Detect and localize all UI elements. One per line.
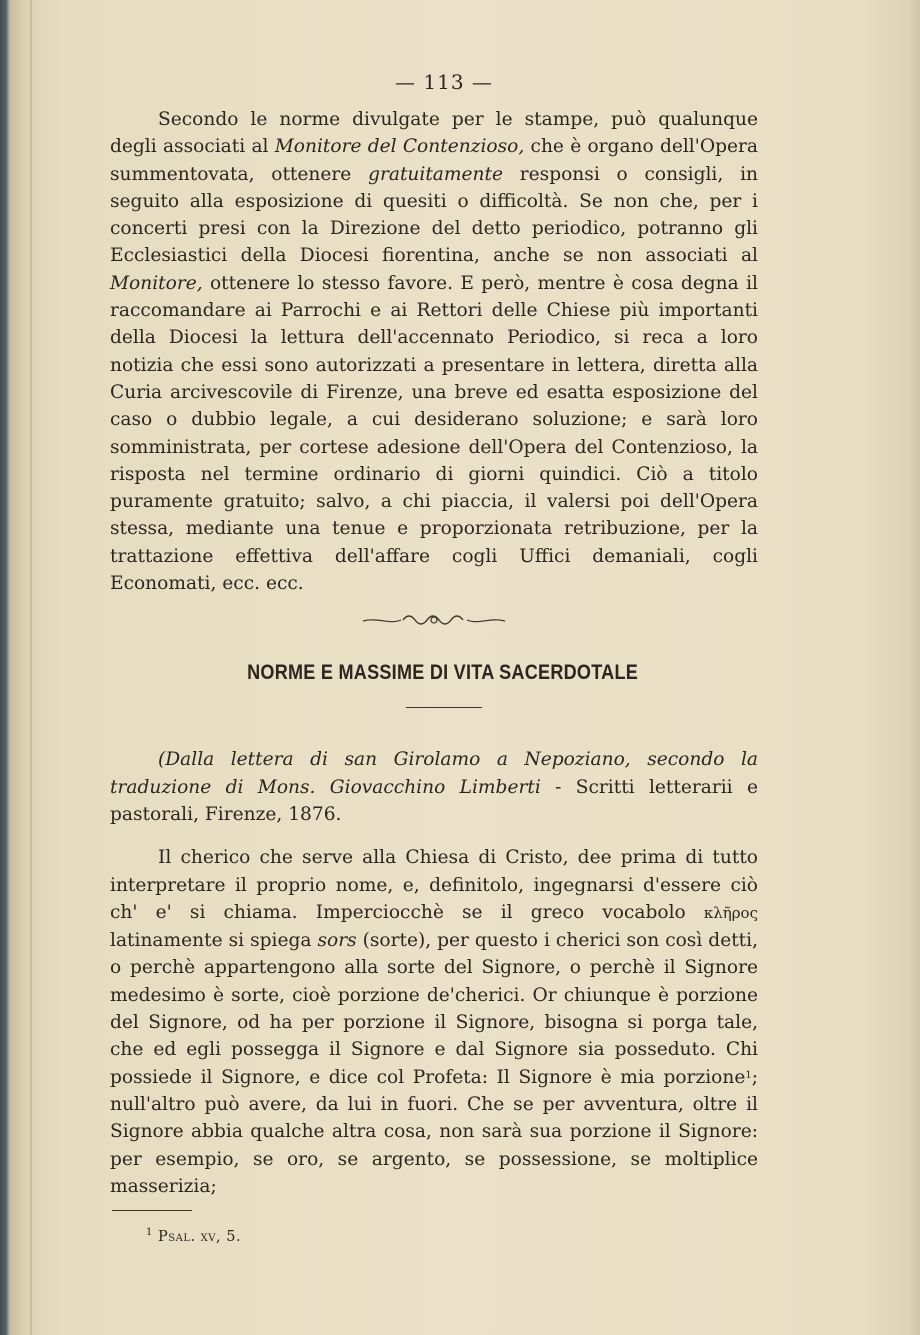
footnote-rule [112,1210,192,1211]
ornament-divider [359,607,509,631]
section-heading: NORME E MASSIME DI VITA SACERDOTALE [247,661,639,685]
page-content [110,70,758,1245]
source-citation: (Dalla lettera di san Girolamo a Nepoziano, secondo la traduzione di Mons. Giovacchino Limberti - Scritti letterarii e pastorali, Firenze, 1876. [110,749,758,825]
paragraph-cherico: Il cherico che serve alla Chiesa di Cristo, dee prima di tutto interpretare il proprio nome, e, definitolo, ingegnarsi d'essere ciò ch' e' si chiama. Imperciocchè se il greco vocabolo κλῆρος latinamente si spiega sors (sorte), per questo i cherici son così detti, o perchè appartengono alla sorte del Signore, o perchè il Signore medesimo è sorte, cioè porzione de'cherici. Or chiunque è porzione del Signore, od ha per porzione il Signore, bisogna si porga tale, che ed egli possegga il Signore e dal Signore sia posseduto. Chi possiede il Signore, e dice col Profeta: Il Signore è mia porzione$^1$; null'altro può avere, da lui in fuori. Che se per avventura, oltre il Signore abbia qualche altra cosa, non sarà sua porzione il Signore: per esempio, se oro, se argento, se possessione, se moltiplice masserizia; [110,847,758,1197]
footnote: $^1$ Psal. xv, 5. [146,1227,242,1246]
heading-rule [406,707,482,708]
paragraph-monitore: Secondo le norme divulgate per le stampe, può qualunque degli associati al Monitore del Contenzioso, che è organo dell'Opera summentovata, ottenere gratuitamente responsi o consigli, in seguito alla esposizione di quesiti o difficoltà. Se non che, per i concerti presi con la Direzione del detto periodico, potranno gli Ecclesiastici della Diocesi fiorentina, anche se non associati al Monitore, ottenere lo stesso favore. E però, mentre è cosa degna il raccomandare ai Parrochi e ai Rettori delle Chiese più importanti della Diocesi la lettura dell'accennato Periodico, si reca a loro notizia che essi sono autorizzati a presentare in lettera, diretta alla Curia arcivescovile di Firenze, una breve ed esatta esposizione del caso o dubbio legale, a cui desiderano soluzione; e sarà loro somministrata, per cortese adesione dell'Opera del Contenzioso, la risposta nel termine ordinario di giorni quindici. Ciò a titolo puramente gratuito; salvo, a chi piaccia, il valersi poi dell'Opera stessa, mediante una tenue e proporzionata retribuzione, per la trattazione effettiva dell'affare cogli Uffici demaniali, cogli Economati, ecc. ecc. [110,109,758,595]
page-number: — 113 — [395,70,493,94]
footnote-reference: 1 [745,1069,752,1081]
page-binding-edge [30,0,32,1335]
